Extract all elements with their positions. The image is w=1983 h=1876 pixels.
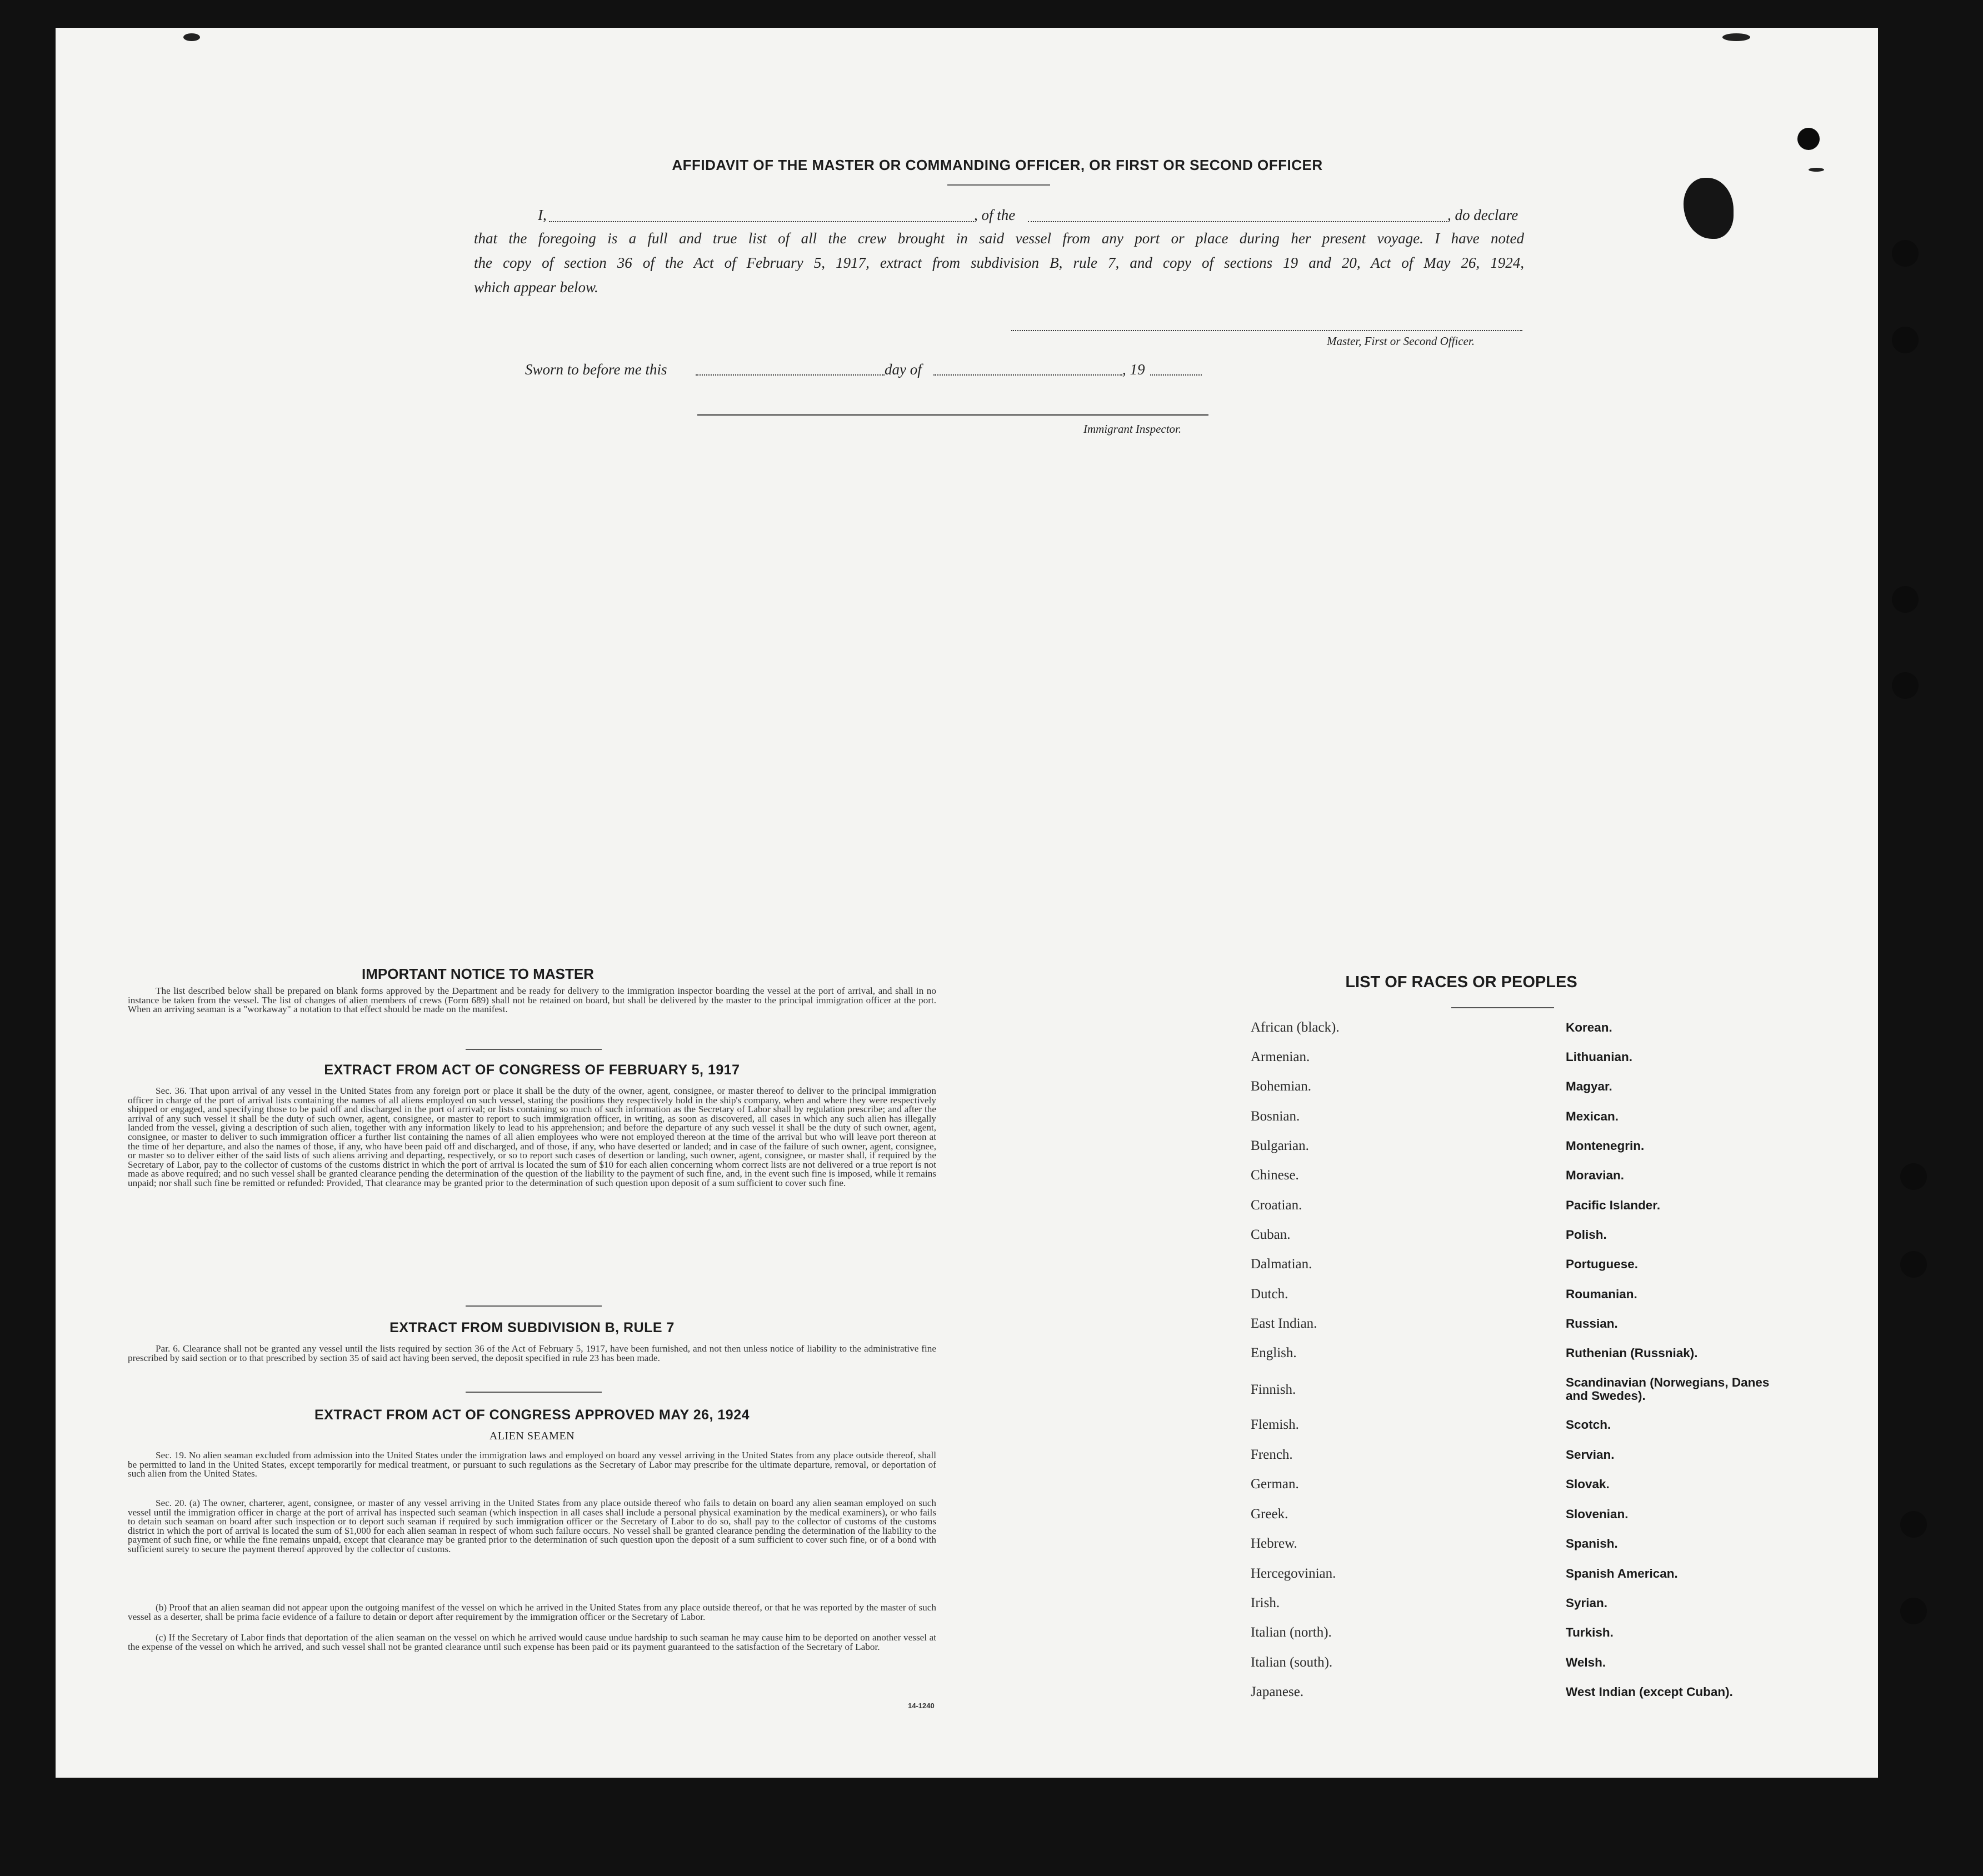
- officer-name-field[interactable]: [549, 221, 974, 222]
- inspector-signature-field[interactable]: [697, 414, 1208, 416]
- race-item: Dutch.: [1251, 1287, 1288, 1302]
- race-item: Moravian.: [1566, 1168, 1625, 1182]
- race-item: Croatian.: [1251, 1198, 1302, 1213]
- race-item: Russian.: [1566, 1317, 1618, 1330]
- punch-hole: [1797, 128, 1820, 150]
- extract-rule7-text: Par. 6. Clearance shall not be granted any vessel until the lists required by section 36 of the Act of February 5, 1917, have been furnished, and not then unless notice of liability to the administrative fine prescribed by said section or to that prescribed by section 35 of said act having been served, the deposit specified in rule 23 has been made.: [128, 1343, 936, 1363]
- extract-1924-sec20a: Sec. 20. (a) The owner, charterer, agent, consignee, or master of any vessel arriving in the United States from any place outside thereof who fails to detain on board any alien seaman employed on such vessel until the immigration officer in charge at the port of arrival has inspected such seaman (which inspection in all cases shall include a personal physical examination by the medical examiners), or who fails to detain such seaman on board after such inspection or to deport such seaman if required by such immigration officer or the Secretary of Labor to do so, shall pay to the collector of customs of the customs district in which the port of arrival is located the sum of $1,000 for each alien seaman in respect of whom such failure occurs. No vessel shall be granted clearance pending the determination of the liability to the payment of such fine, or while the fine remains unpaid, except that clearance may be granted prior to the determination of such question upon the deposit of a sum sufficient to cover such fine, or of a bond with sufficient surety to secure the payment thereof approved by the collector of customs.: [128, 1498, 936, 1554]
- races-title: LIST OF RACES OR PEOPLES: [1345, 973, 1577, 991]
- extract-1917-text: Sec. 36. That upon arrival of any vessel in the United States from any foreign port or place it shall be the duty of the owner, agent, consignee, or master thereof to deliver to the principal immigration officer in charge of the port of arrival lists containing the names of all aliens employed on such vessel, stating the positions they respectively hold in the ship's company, when and where they were respectively shipped or engaged, and specifying those to be paid off and discharged in the port of arrival; or lists containing so much of such information as the Secretary of Labor shall by regulation prescribe; and after the arrival of any such vessel it shall be the duty of such owner, agent, consignee, or master to report to such immigration officer, in writing, as soon as discovered, all cases in which any such alien has illegally landed from the vessel, giving a description of such alien, together with any information likely to lead to his apprehension; and before the departure of any such vessel it shall be the duty of such owner, agent, consignee, or master to deliver to such immigration officer a further list containing the names of all alien employees who were not employed thereon at the time of the arrival but who will leave port thereon at the time of her departure, and also the names of those, if any, who have been paid off and discharged, and of those, if any, who have deserted or landed; and in case of the failure of such owner, agent, consignee, or master so to deliver either of the said lists of such aliens arriving and departing, respectively, or so to report such cases of desertion or landing, such owner, agent, consignee, or master shall, if required by the Secretary of Labor, pay to the collector of customs of the customs district in which the port of arrival is located the sum of $10 for each alien concerning whom correct lists are not delivered or a true report is not made as above required; and no such vessel shall be granted clearance pending the determination of the question of the liability to the payment of such fine, and, in the event such fine is imposed, while it remains unpaid; nor shall such fine be remitted or refunded: Provided, That clearance may be granted prior to the determination of such question upon deposit of a sum sufficient to cover such fine.: [128, 1085, 936, 1188]
- sworn-year-field[interactable]: [1150, 374, 1202, 376]
- race-item: Hercegovinian.: [1251, 1566, 1336, 1581]
- ink-mark: [1722, 33, 1750, 41]
- race-item: Magyar.: [1566, 1079, 1612, 1093]
- race-item: Ruthenian (Russniak).: [1566, 1346, 1698, 1360]
- race-item: Italian (south).: [1251, 1655, 1333, 1670]
- punch-hole: [1892, 586, 1919, 613]
- affidavit-line-2: that the foregoing is a full and true list of all the crew brought in said vessel from any port or place during her present voyage. I have noted: [474, 230, 1524, 247]
- extract-1924-sec19: Sec. 19. No alien seaman excluded from admission into the United States under the immigration laws and employed on board any vessel arriving in the United States from any place outside thereof, shall be permitted to land in the United States, except temporarily for medical treatment, or pursuant to such regulations as the Secretary of Labor may prescribe for the ultimate departure, removal, or deportation of such alien from the United States.: [128, 1450, 936, 1479]
- affidavit-line-4: which appear below.: [474, 279, 598, 296]
- race-item: Finnish.: [1251, 1382, 1296, 1397]
- race-item: Bohemian.: [1251, 1079, 1312, 1094]
- officer-signature-field[interactable]: [1011, 330, 1522, 331]
- sworn-day-field[interactable]: [696, 374, 885, 376]
- affidavit-declare-label: , do declare: [1447, 207, 1519, 223]
- extract-1917-title: EXTRACT FROM ACT OF CONGRESS OF FEBRUARY 5, 1917: [324, 1062, 740, 1078]
- vessel-name-field[interactable]: [1028, 221, 1447, 222]
- sworn-year-label: , 19: [1122, 361, 1145, 378]
- race-item: Scotch.: [1566, 1418, 1611, 1432]
- race-item: Dalmatian.: [1251, 1257, 1312, 1272]
- divider: [1451, 1007, 1554, 1008]
- extract-rule7-title: EXTRACT FROM SUBDIVISION B, RULE 7: [389, 1320, 675, 1335]
- race-item: Lithuanian.: [1566, 1050, 1632, 1064]
- race-item: Bosnian.: [1251, 1109, 1300, 1124]
- race-item: Chinese.: [1251, 1168, 1299, 1183]
- notice-text: The list described below shall be prepared on blank forms approved by the Department and be ready for delivery to the immigration inspector boarding the vessel at the port of arrival, and shall in no instance be taken from the vessel. The list of changes of alien members of crews (Form 689) shall not be retained on board, but shall be delivered by the master to the principal immigration officer at the port. When an arriving seaman is a "workaway" a notation to that effect should be made on the manifest.: [128, 985, 936, 1015]
- race-item: West Indian (except Cuban).: [1566, 1685, 1733, 1699]
- race-item: Polish.: [1566, 1228, 1607, 1242]
- race-item: Syrian.: [1566, 1596, 1608, 1610]
- ink-mark: [1809, 168, 1824, 172]
- punch-hole: [1900, 1598, 1927, 1624]
- extract-1924-sec20c: (c) If the Secretary of Labor finds that deportation of the alien seaman on the vessel on which he arrived would cause undue hardship to such seaman he may cause him to be deported on another vessel at the expense of the vessel on which he arrived, and such vessel shall not be granted clearance until such expense has been paid or its payment guaranteed to the satisfaction of the Secretary of Labor.: [128, 1632, 936, 1652]
- race-item: Servian.: [1566, 1448, 1615, 1462]
- divider: [466, 1392, 602, 1393]
- race-item: Spanish American.: [1566, 1567, 1678, 1580]
- race-item: Greek.: [1251, 1507, 1288, 1522]
- notice-title: IMPORTANT NOTICE TO MASTER: [362, 965, 594, 982]
- race-item: Korean.: [1566, 1020, 1612, 1034]
- extract-1924-subtitle: ALIEN SEAMEN: [489, 1430, 575, 1442]
- extract-1924-title: EXTRACT FROM ACT OF CONGRESS APPROVED MAY 26, 1924: [314, 1407, 750, 1423]
- affidavit-i-label: I,: [538, 207, 547, 223]
- sworn-month-field[interactable]: [933, 374, 1122, 376]
- affidavit-line-3: the copy of section 36 of the Act of February 5, 1917, extract from subdivision B, rule 7, and copy of sections 19 and 20, Act of May 26, 1924,: [474, 254, 1524, 271]
- race-item: Mexican.: [1566, 1109, 1619, 1123]
- divider: [466, 1305, 602, 1307]
- race-item: Armenian.: [1251, 1049, 1310, 1064]
- race-item: French.: [1251, 1447, 1293, 1462]
- sworn-prefix: Sworn to before me this: [525, 361, 667, 378]
- race-item: African (black).: [1251, 1020, 1340, 1035]
- divider: [947, 184, 1050, 186]
- race-item: English.: [1251, 1345, 1297, 1360]
- race-item: Hebrew.: [1251, 1536, 1297, 1551]
- punch-hole: [1892, 672, 1919, 699]
- race-item: Montenegrin.: [1566, 1139, 1645, 1153]
- sworn-day-of-label: day of: [885, 361, 922, 378]
- race-item: Cuban.: [1251, 1227, 1291, 1242]
- race-item: East Indian.: [1251, 1316, 1317, 1331]
- race-item: Welsh.: [1566, 1655, 1606, 1669]
- ink-mark: [183, 33, 200, 41]
- officer-caption: Master, First or Second Officer.: [1327, 334, 1475, 348]
- race-item: Slovak.: [1566, 1477, 1610, 1491]
- race-item: Bulgarian.: [1251, 1138, 1309, 1153]
- race-item: Slovenian.: [1566, 1507, 1629, 1521]
- race-item: Turkish.: [1566, 1625, 1614, 1639]
- race-item: Italian (north).: [1251, 1625, 1332, 1640]
- punch-hole: [1900, 1251, 1927, 1278]
- punch-hole: [1892, 240, 1919, 267]
- punch-hole: [1900, 1511, 1927, 1538]
- race-item: Roumanian.: [1566, 1287, 1637, 1301]
- inspector-caption: Immigrant Inspector.: [1083, 422, 1182, 436]
- race-item: Scandinavian (Norwegians, Danes and Swedes).: [1566, 1375, 1770, 1403]
- race-item: Irish.: [1251, 1595, 1280, 1610]
- race-item: Flemish.: [1251, 1417, 1299, 1432]
- punch-hole: [1900, 1163, 1927, 1190]
- divider: [466, 1049, 602, 1050]
- race-item: German.: [1251, 1477, 1299, 1492]
- punch-hole: [1892, 327, 1919, 353]
- race-item: Japanese.: [1251, 1684, 1304, 1699]
- race-item: Portuguese.: [1566, 1257, 1639, 1271]
- affidavit-title: AFFIDAVIT OF THE MASTER OR COMMANDING OFFICER, OR FIRST OR SECOND OFFICER: [672, 157, 1323, 173]
- race-item: Spanish.: [1566, 1537, 1618, 1550]
- race-item: Pacific Islander.: [1566, 1198, 1661, 1212]
- extract-1924-sec20b: (b) Proof that an alien seaman did not appear upon the outgoing manifest of the vessel on which he arrived in the United States from any place outside thereof, or that he was reported by the master of such vessel as a deserter, shall be prima facie evidence of a failure to detain or deport after requirement by the immigration officer or the Secretary of Labor.: [128, 1602, 936, 1622]
- affidavit-of-the-label: , of the: [974, 207, 1016, 223]
- form-number: 14-1240: [908, 1702, 935, 1710]
